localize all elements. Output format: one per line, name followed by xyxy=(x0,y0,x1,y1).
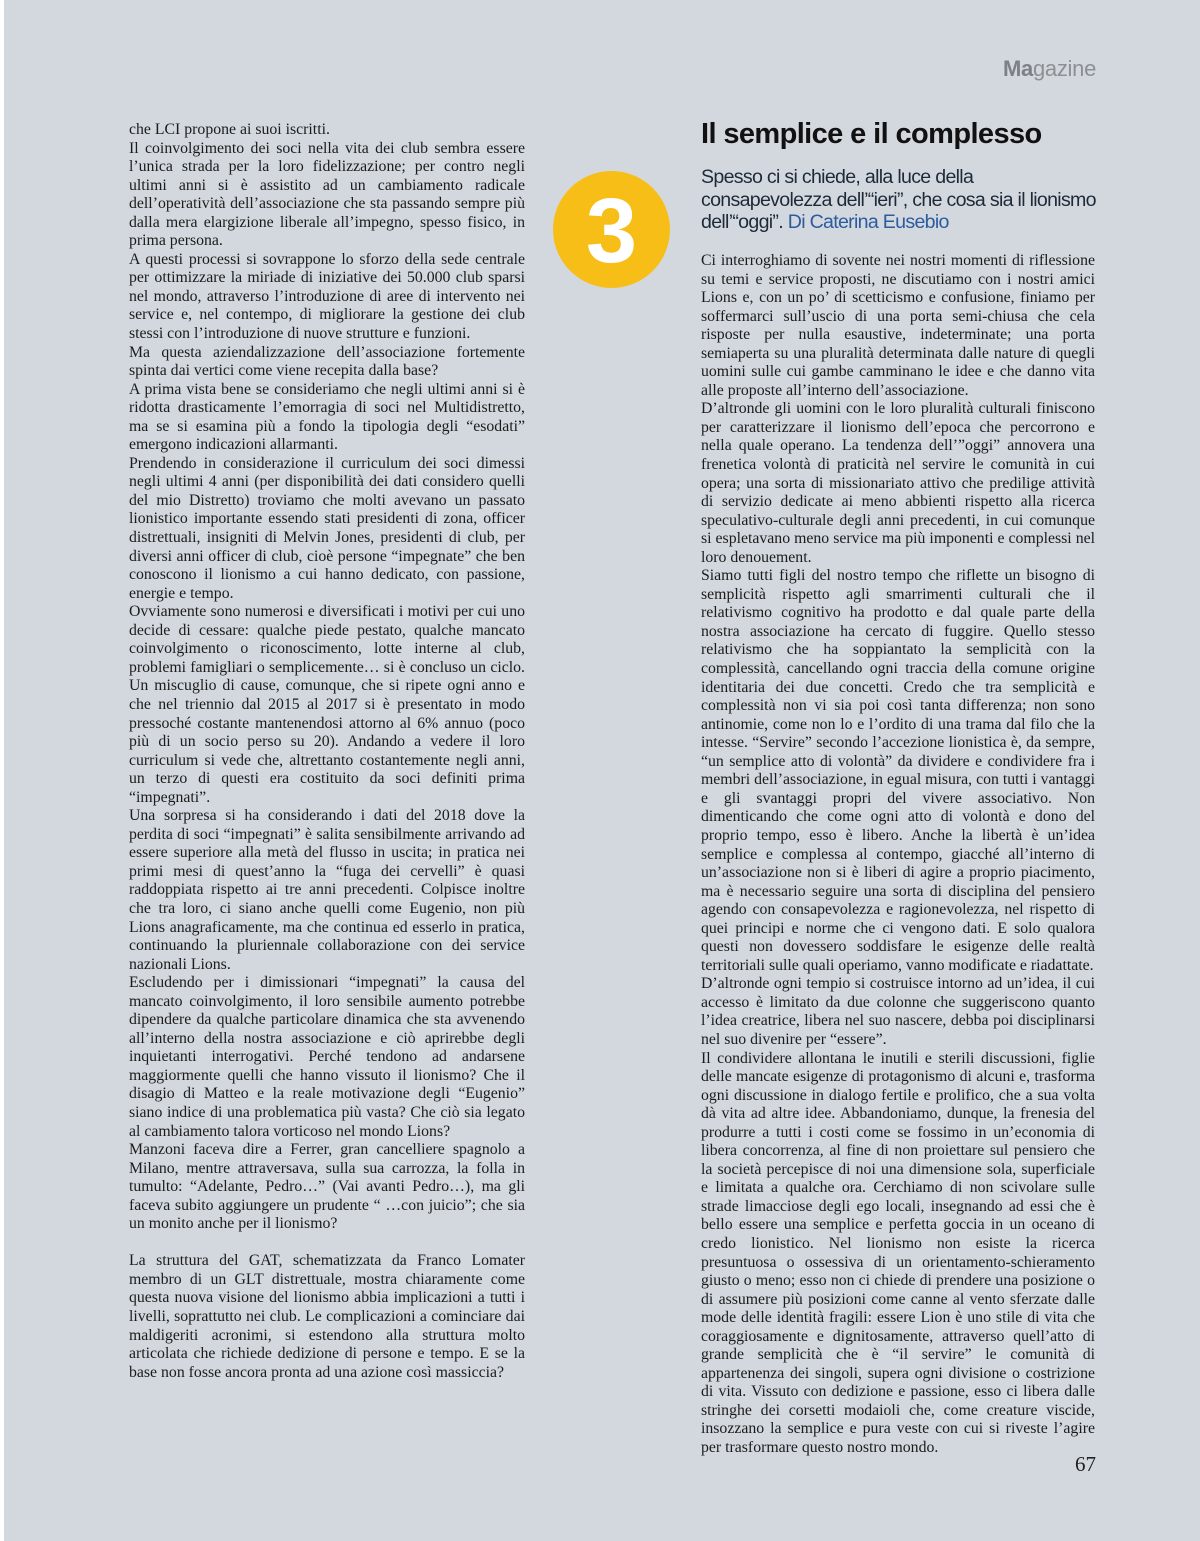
right-paragraph: Ci interroghiamo di sovente nei nostri momenti di riflessione su temi e service proposti, ne discutiamo con i nostri amici Lions e, con un po’ di scetticismo e confusione, finiamo per soffermarci sull’uscio di una porta semi-chiusa che cela risposte per nulla esaustive, indeterminate; una porta semiaperta su una pluralità determinata dalle nature di quegli uomini sulle cui gambe camminano le idee e che danno vita alle proposte all’interno dell’associazione. xyxy=(701,252,1095,399)
left-paragraph: Escludendo per i dimissionari “impegnati” la causa del mancato coinvolgimento, il loro sensibile aumento potrebbe dipendere da qualche particolare dinamica che sta avvenendo all’interno della nostra associazione e ciò aprirebbe degli inquietanti interrogativi. Perché tendono ad andarsene maggiormente quelli che hanno vissuto il lionismo? Che il disagio di Matteo e la reale motivazione degli “Eugenio” siano indice di una problematica più vasta? Che ciò sia legato al cambiamento talora vorticoso nel mondo Lions? xyxy=(129,974,525,1140)
left-paragraph: La struttura del GAT, schematizzata da Franco Lomater membro di un GLT distrettuale, mostra chiaramente come questa nuova visione del lionismo abbia implicazioni a tutti i livelli, soprattutto nei club. Le complicazioni a cominciare dai maldigeriti acronimi, si estendono alla struttura molto articolata che richiede dedizione di persone e tempo. E se la base non fosse ancora pronta ad una azione così massiccia? xyxy=(129,1252,525,1381)
left-paragraph: Il coinvolgimento dei soci nella vita dei club sembra essere l’unica strada per la loro fidelizzazione; per contro negli ultimi anni si è assistito ad un cambiamento radicale dell’operatività dell’associazione che sta passando sempre più dalla mera elargizione liberale all’impegno, spesso fisico, in prima persona. xyxy=(129,139,525,250)
left-paragraph: Prendendo in considerazione il curriculum dei soci dimessi negli ultimi 4 anni (per disponibilità dei dati considero quelli del mio Distretto) troviamo che molti avevano un passato lionistico importante essendo stati presidenti di zona, officer distrettuali, insigniti di Melvin Jones, presidenti di club, per diversi anni officer di club, cioè persone “impegnate” che ben conoscono il lionismo a cui hanno dedicato, con passione, energie e tempo. xyxy=(129,454,525,602)
author-byline: Di Caterina Eusebio xyxy=(787,211,949,233)
left-paragraph: Manzoni faceva dire a Ferrer, gran cancelliere spagnolo a Milano, mentre attraversava, sulla sua carrozza, la folla in tumulto: “Adelante, Pedro…” (Vai avanti Pedro…), ma gli faceva subito aggiungere un prudente “ …con juicio”; che sia un monito anche per il lionismo? xyxy=(129,1141,525,1233)
left-paragraph: Ma questa aziendalizzazione dell’associazione fortemente spinta dai vertici come viene recepita dalla base? xyxy=(129,343,525,380)
left-paragraph: A prima vista bene se consideriamo che negli ultimi anni si è ridotta drasticamente l’emorragia di soci nel Multidistretto, ma se si esamina più a fondo la tipologia degli “esodati” emergono indicazioni allarmanti. xyxy=(129,380,525,454)
left-paragraph: A questi processi si sovrappone lo sforzo della sede centrale per ottimizzare la miriade di iniziative dei 50.000 club sparsi nel mondo, attraverso l’introduzione di aree di intervento nei service e, nel contempo, di migliorare la gestione dei club stessi con l’introduzione di nuove strutture e funzioni. xyxy=(129,250,525,343)
page-number: 67 xyxy=(1075,1452,1096,1476)
left-paragraph: Una sorpresa si ha considerando i dati del 2018 dove la perdita di soci “impegnati” è salita sensibilmente arrivando ad essere superiore alla metà del flusso in uscita; in pratica nei primi mesi di quest’anno la “fuga dei cervelli” è quasi raddoppiata rispetto ai tre anni precedenti. Colpisce inoltre che tra loro, ci siano anche quelli come Eugenio, non più Lions anagraficamente, ma che continua ed esserlo in pratica, continuando la pluriennale collaborazione con dei service nazionali Lions. xyxy=(129,807,525,973)
right-text-column xyxy=(701,252,1095,1458)
right-paragraph: D’altronde gli uomini con le loro pluralità culturali finiscono per caratterizzare il lionismo dell’epoca che percorrono e nella quale operano. La tendenza dell’”oggi” annovera una frenetica volontà di praticità nel servire le comunità in cui opera; una sorta di missionariato attivo che predilige attività di servizio dedicate ai meno abbienti rispetto alla ricerca speculativo-culturale degli anni precedenti, in cui comunque si espletavano meno service ma più imponenti e complessi nel loro denouement. xyxy=(701,400,1095,566)
lead-text: Spesso ci si chiede, alla luce della consapevolezza dell’“ieri”, che cosa sia il lionismo dell’“oggi”. xyxy=(701,166,1096,233)
section-number: 3 xyxy=(585,179,638,282)
magazine-header-bold: Ma xyxy=(1003,56,1033,81)
left-paragraph: Ovviamente sono numerosi e diversificati i motivi per cui uno decide di cessare: qualche piede pestato, qualche mancato coinvolgimento o riconoscimento, lotte interne al club, problemi famigliari o semplicemente… si è concluso un ciclo. Un miscuglio di cause, comunque, che si ripete ogni anno e che nel triennio dal 2015 al 2017 si è presentato in modo pressoché costante mantenendosi attorno al 6% annuo (poco più di un socio perso su 20). Andando a vedere il loro curriculum si vede che, altrettanto costantemente negli anni, un terzo di questi era costituito da soci definiti prima “impegnati”. xyxy=(129,603,525,806)
right-paragraph: Il condividere allontana le inutili e sterili discussioni, figlie delle mancate esigenze di protagonismo di alcuni e, trasforma ogni discussione in dialogo fertile e prolifico, che a sua volta dà vita ad altre idee. Abbandoniamo, dunque, la frenesia del produrre a tutti i costi come se fossimo in un’economia di libera concorrenza, al fine di non proiettare sul pensiero che la società percepisce di noi una dimensione sola, superficiale e limitata a qualche ora. Cerchiamo di non scivolare sulle strade limacciose degli ego locali, insegnando ad essi che è bello essere una semplice e perfetta goccia in un oceano di credo lionistico. Nel lionismo non esiste la ricerca presuntuosa o ossessiva di un orientamento-schieramento giusto o meno; esso non ci chiede di prendere una posizione o di assumere più posizioni come canne al vento sferzate dalle mode delle identità fragili: essere Lion è uno stile di vita che coraggiosamente e dignitosamente, attraverso quell’atto di grande semplicità che è “il servire” le comunità di appartenenza dei singoli, supera ogni divisione o costrizione di vita. Vissuto con dedizione e passione, esso ci libera dalle stringhe dei corsetti modaioli che, come creature viscide, insozzano la semplice e pura veste con cui si riveste l’agire per trasformare questo nostro mondo. xyxy=(701,1049,1095,1456)
article-title: Il semplice e il complesso xyxy=(701,118,1042,150)
magazine-header xyxy=(1003,56,1096,82)
right-paragraph: Siamo tutti figli del nostro tempo che riflette un bisogno di semplicità rispetto agli smarrimenti culturali che il relativismo cognitivo ha prodotto e dal quale parte della nostra associazione ha cercato di fuggire. Quello stesso relativismo che ha soppiantato la semplicità con la complessità, cancellando ogni traccia della comune origine identitaria dei due concetti. Credo che tra semplicità e complessità non vi sia poi così tanta differenza; non sono antinomie, come non lo e l’ordito di una trama dal filo che la intesse. “Servire” secondo l’accezione lionistica è, da sempre, “un semplice atto di volontà” da dividere e condividere fra i membri dell’associazione, in egual misura, con tutti i vantaggi e gli svantaggi propri del vivere associativo. Non dimenticando che come ogni atto di volontà e dono del proprio tempo, esso è libero. Anche la libertà è un’idea semplice e complessa al contempo, giacché all’interno di un’associazione non si è liberi di agire a proprio piacimento, ma è necessario seguire una sorta di disciplina del pensiero agendo con consapevolezza e ragionevolezza, nel rispetto di quei principi e norme che ci vengono dati. E solo qualora questi non dovessero soddisfare le esigenze delle realtà territoriali sulle quali operiamo, vanno modificate e riadattate. xyxy=(701,567,1095,974)
right-paragraph: D’altronde ogni tempio si costruisce intorno ad un’idea, il cui accesso è limitato da due colonne che suggeriscono quanto l’idea creatrice, libera nel suo nascere, debba poi disciplinarsi nel suo divenire per “essere”. xyxy=(701,975,1095,1048)
left-text-column xyxy=(129,121,525,1382)
article-lead xyxy=(701,166,1097,234)
magazine-page xyxy=(4,0,1200,1541)
section-number-badge xyxy=(553,171,670,288)
left-paragraph: che LCI propone ai suoi iscritti. xyxy=(129,121,330,138)
magazine-header-rest: gazine xyxy=(1032,56,1096,81)
